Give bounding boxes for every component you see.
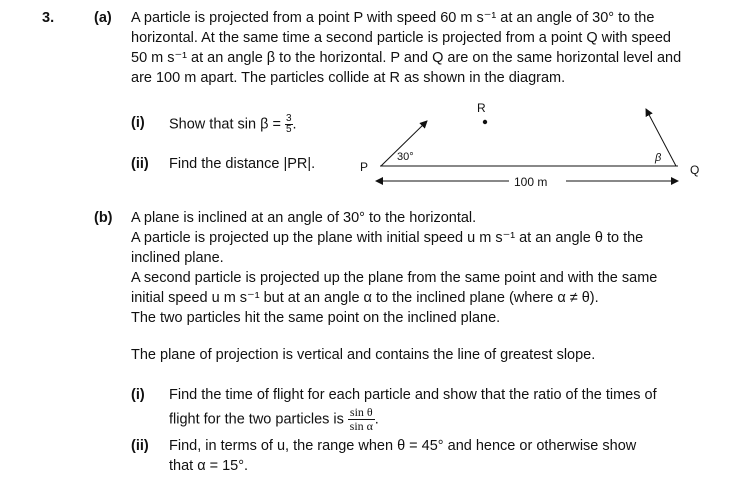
part-b-line-3: inclined plane. <box>131 250 224 266</box>
part-b-sub-i-line-2 <box>169 406 379 433</box>
fraction-denominator: sin α <box>349 419 373 433</box>
part-b-line-1: A plane is inclined at an angle of 30° to the horizontal. <box>131 210 477 226</box>
angle-30-label: 30° <box>397 151 414 163</box>
point-r <box>483 120 487 124</box>
part-b-sub-ii-line-2: that α = 15°. <box>169 458 249 474</box>
part-b-sub-i-tail: . <box>374 411 379 428</box>
label-p: P <box>360 160 369 174</box>
part-a-line-1: A particle is projected from a point P with speed 60 m s⁻¹ at an angle of 30° to the <box>131 10 655 26</box>
part-b-line-5: initial speed u m s⁻¹ but at an angle α to the inclined plane (where α ≠ θ). <box>131 290 599 306</box>
part-a-sub-i-label: (i) <box>131 115 145 131</box>
label-r: R <box>477 101 486 115</box>
part-b-sub-i-stem: flight for the two particles is <box>169 411 348 428</box>
part-a-line-2: horizontal. At the same time a second particle is projected from a point Q with speed <box>131 30 671 46</box>
fraction-sin-ratio <box>348 406 375 433</box>
question-number: 3. <box>42 10 55 26</box>
part-b-sub-i-line-1: Find the time of flight for each particle and show that the ratio of the times of <box>169 387 657 403</box>
plane-statement: The plane of projection is vertical and contains the line of greatest slope. <box>131 347 596 363</box>
angle-beta-label: β <box>655 152 662 164</box>
part-a-label: (a) <box>94 10 112 26</box>
part-b-sub-ii-label: (ii) <box>131 438 149 454</box>
distance-label: 100 m <box>514 175 548 189</box>
fraction-numerator: 3 <box>285 113 292 124</box>
label-q: Q <box>690 163 700 177</box>
part-b-sub-i-label: (i) <box>131 387 145 403</box>
fraction-denominator: 5 <box>285 124 292 135</box>
part-b-sub-ii-line-1: Find, in terms of u, the range when θ = 45° and hence or otherwise show <box>169 438 637 454</box>
part-a-sub-ii-label: (ii) <box>131 156 149 172</box>
fraction-numerator: sin θ <box>349 405 373 419</box>
part-b-line-4: A second particle is projected up the plane from the same point and with the same <box>131 270 658 286</box>
part-a-line-4: are 100 m apart. The particles collide at R as shown in the diagram. <box>131 70 566 86</box>
part-b-line-2: A particle is projected up the plane with initial speed u m s⁻¹ at an angle θ to the <box>131 230 644 246</box>
part-b-line-6: The two particles hit the same point on the inclined plane. <box>131 310 501 326</box>
part-a-line-3: 50 m s⁻¹ at an angle β to the horizontal. P and Q are on the same horizontal level and <box>131 50 682 66</box>
part-b-label: (b) <box>94 210 113 226</box>
part-a-sub-i-tail: . <box>292 116 297 133</box>
part-a-sub-i-stem: Show that sin β = <box>169 116 285 133</box>
part-a-sub-ii-text: Find the distance |PR|. <box>169 156 316 172</box>
